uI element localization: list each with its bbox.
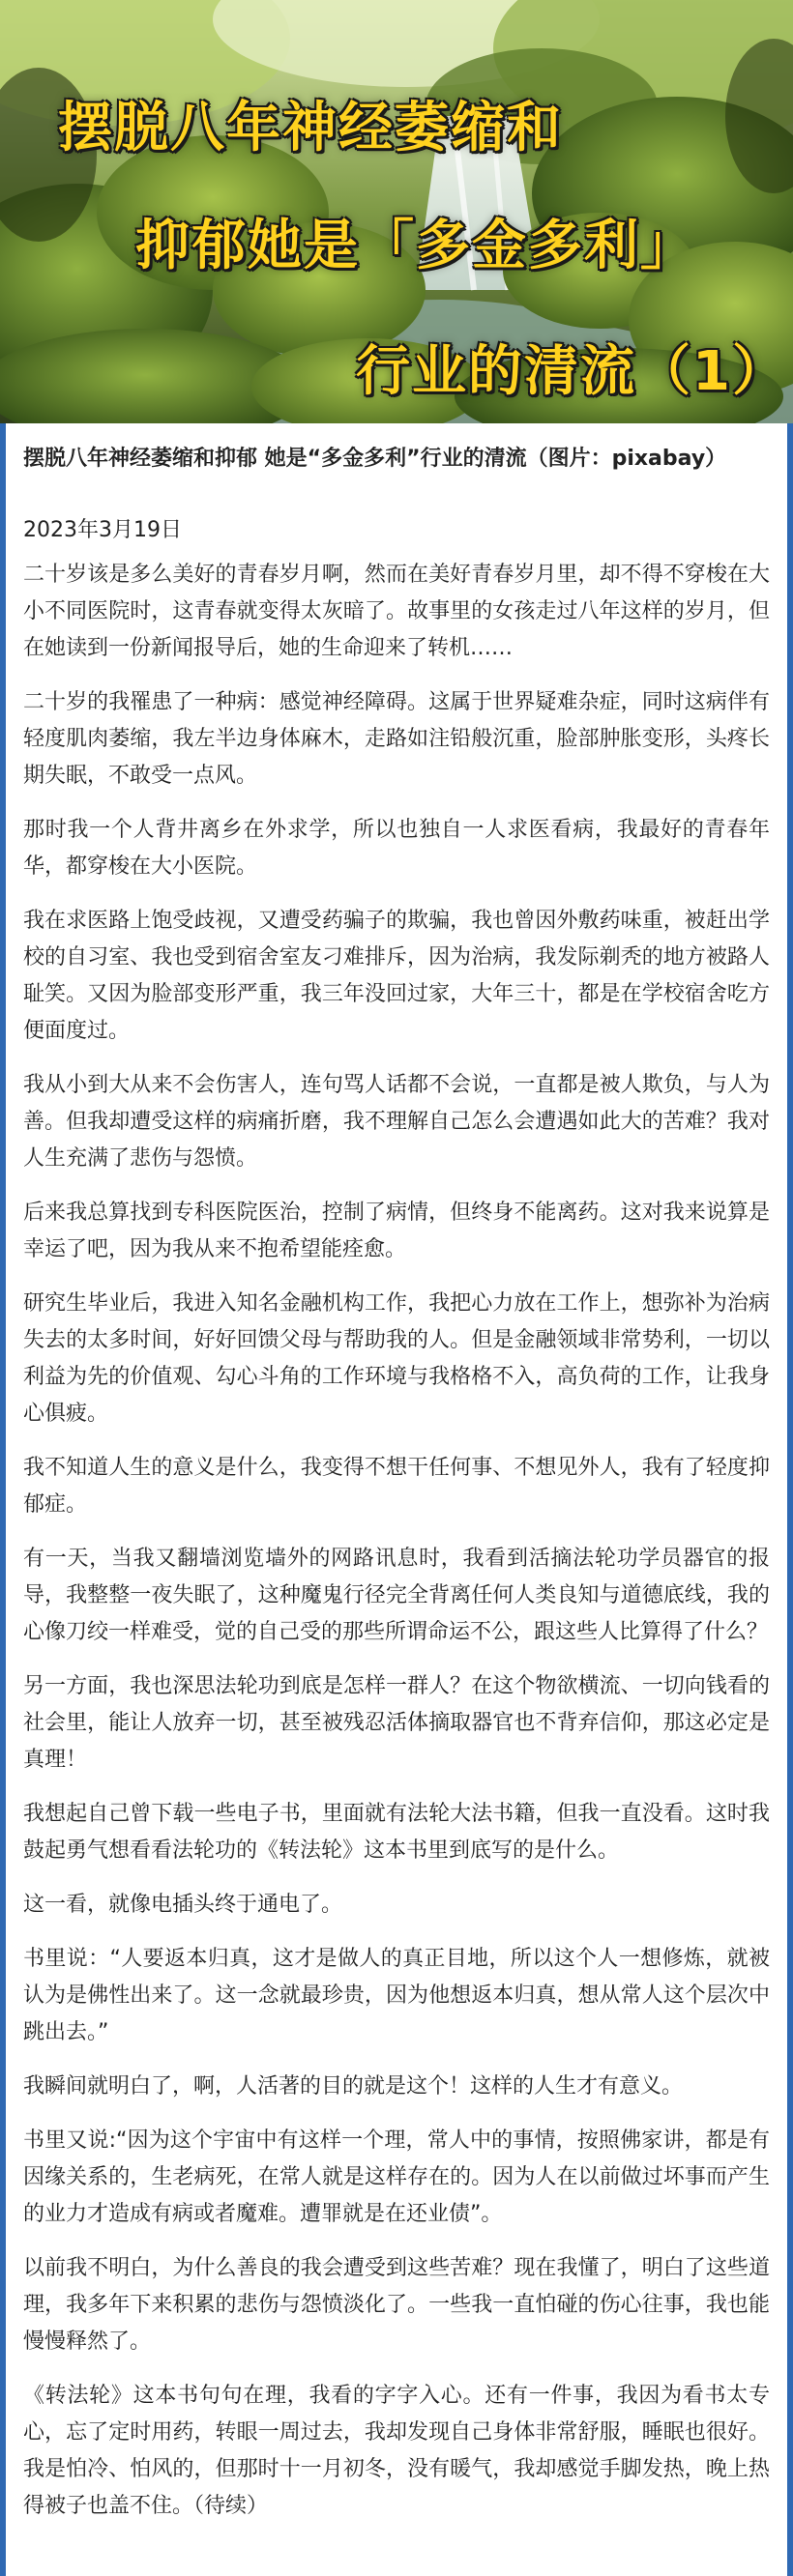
paragraph-1: 二十岁该是多么美好的青春岁月啊，然而在美好青春岁月里，却不得不穿梭在大小不同医院时，这青春就变得太灰暗了。故事里的女孩走过八年这样的岁月，但在她读到一份新闻报导后，她的生命迎来了转机…… <box>23 563 770 660</box>
paragraph-9: 有一天，当我又翻墙浏览墙外的网路讯息时，我看到活摘法轮功学员器官的报导，我整整一夜失眠了，这种魔鬼行径完全背离任何人类良知与道德底线，我的心像刀绞一样难受，觉的自己受的那些所谓命运不公，跟这些人比算得了什么？ <box>23 1547 770 1644</box>
paragraph-11: 我想起自己曾下载一些电子书，里面就有法轮大法书籍，但我一直没看。这时我鼓起勇气想看看法轮功的《转法轮》这本书里到底写的是什么。 <box>23 1802 770 1863</box>
paragraph-14: 我瞬间就明白了，啊，人活著的目的就是这个！这样的人生才有意义。 <box>23 2074 684 2098</box>
hero-banner <box>0 0 793 423</box>
paragraph-13: 书里说：“人要返本归真，这才是做人的真正目地，所以这个人一想修炼，就被认为是佛性出来了。这一念就最珍贵，因为他想返本归真，想从常人这个层次中跳出去。” <box>23 1947 770 2044</box>
paragraph-8: 我不知道人生的意义是什么，我变得不想干任何事、不想见外人，我有了轻度抑郁症。 <box>23 1456 770 1517</box>
paragraph-16: 以前我不明白，为什么善良的我会遭受到这些苦难？现在我懂了，明白了这些道理，我多年下来积累的悲伤与怨愤淡化了。一些我一直怕碰的伤心往事，我也能慢慢释然了。 <box>23 2256 770 2354</box>
paragraph-3: 那时我一个人背井离乡在外求学，所以也独自一人求医看病，我最好的青春年华，都穿梭在大小医院。 <box>23 818 770 879</box>
article-body <box>0 423 793 2576</box>
paragraph-7: 研究生毕业后，我进入知名金融机构工作，我把心力放在工作上，想弥补为治病失去的太多时间，好好回馈父母与帮助我的人。但是金融领域非常势利，一切以利益为先的价值观、勾心斗角的工作环境与我格格不入，高负荷的工作，让我身心俱疲。 <box>23 1291 770 1426</box>
hero-title-line-1: 摆脱八年神经萎缩和 <box>58 97 563 159</box>
image-caption: 摆脱八年神经萎缩和抑郁 她是“多金多利”行业的清流（图片：pixabay） <box>23 447 727 471</box>
paragraph-2: 二十岁的我罹患了一种病：感觉神经障碍。这属于世界疑难杂症，同时这病伴有轻度肌肉萎缩，我左半边身体麻木，走路如注铅般沉重，脸部肿胀变形，头疼长期失眠，不敢受一点风。 <box>23 690 770 788</box>
paragraph-10: 另一方面，我也深思法轮功到底是怎样一群人？在这个物欲横流、一切向钱看的社会里，能让人放弃一切，甚至被残忍活体摘取器官也不背弃信仰，那这必定是真理！ <box>23 1674 770 1772</box>
hero-title-line-3: 行业的清流（1） <box>356 340 788 403</box>
publish-date: 2023年3月19日 <box>23 518 182 542</box>
paragraph-4: 我在求医路上饱受歧视，又遭受药骗子的欺骗，我也曾因外敷药味重，被赶出学校的自习室、我也受到宿舍室友刁难排斥，因为治病，我发际剃秃的地方被路人耻笑。又因为脸部变形严重，我三年没回过家，大年三十，都是在学校宿舍吃方便面度过。 <box>23 909 770 1043</box>
paragraph-12: 这一看，就像电插头终于通电了。 <box>23 1893 343 1917</box>
paragraph-5: 我从小到大从来不会伤害人，连句骂人话都不会说，一直都是被人欺负，与人为善。但我却遭受这样的病痛折磨，我不理解自己怎么会遭遇如此大的苦难？我对人生充满了悲伤与怨愤。 <box>23 1073 770 1171</box>
paragraph-15: 书里又说:“因为这个宇宙中有这样一个理，常人中的事情，按照佛家讲，都是有因缘关系的，生老病死，在常人就是这样存在的。因为人在以前做过坏事而产生的业力才造成有病或者魔难。遭罪就是在还业债”。 <box>23 2128 770 2226</box>
paragraph-6: 后来我总算找到专科医院医治，控制了病情，但终身不能离药。这对我来说算是幸运了吧，因为我从来不抱希望能痊愈。 <box>23 1201 770 1261</box>
paragraph-17: 《转法轮》这本书句句在理，我看的字字入心。还有一件事，我因为看书太专心，忘了定时用药，转眼一周过去，我却发现自己身体非常舒服，睡眠也很好。我是怕冷、怕风的，但那时十一月初冬，没有暖气，我却感觉手脚发热，晚上热得被子也盖不住。（待续） <box>23 2384 770 2518</box>
hero-title-line-2: 抑郁她是「多金多利」 <box>135 215 696 277</box>
